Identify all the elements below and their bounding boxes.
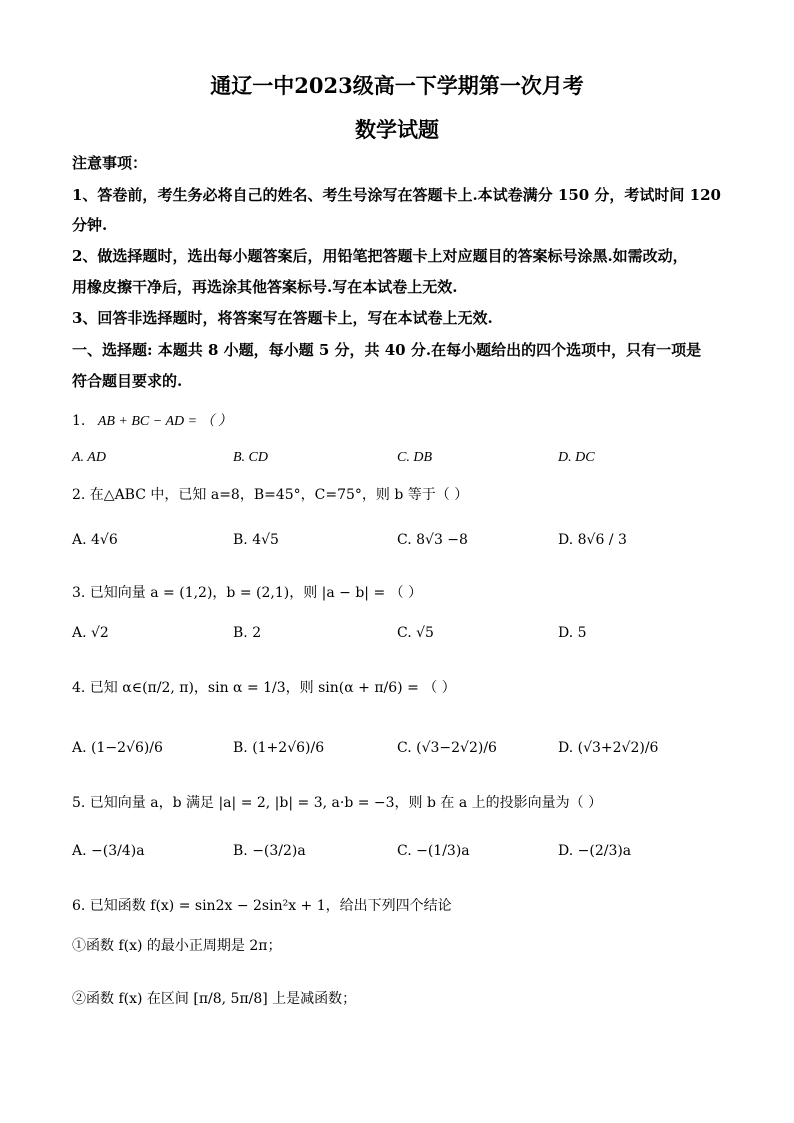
q1-option-b: B. CD — [233, 450, 268, 465]
q3-option-a: A. √2 — [72, 625, 109, 641]
q4-option-b: B. (1+2√6)/6 — [233, 740, 325, 756]
exam-title: 通辽一中2023级高一下学期第一次月考 — [210, 73, 584, 98]
question-5: 5. 已知向量 a，b 满足 |a| = 2, |b| = 3, a·b = −3，则 b 在 a 上的投影向量为（ ） — [72, 795, 603, 811]
q4-option-d: D. (√3+2√2)/6 — [558, 740, 659, 756]
q5-option-d: D. −(2/3)a — [558, 843, 632, 859]
notes-heading: 注意事项： — [72, 154, 148, 172]
section-1-line-1: 一、选择题: 本题共 8 小题，每小题 5 分，共 40 分.在每小题给出的四个选项中，只有一项是 — [72, 341, 702, 359]
q4-option-c: C. (√3−2√2)/6 — [397, 740, 497, 756]
q5-option-a: A. −(3/4)a — [72, 843, 145, 859]
q1-option-a: A. AD — [72, 450, 106, 465]
q2-option-d: D. 8√6 / 3 — [558, 532, 627, 548]
question-3: 3. 已知向量 a = (1,2)，b = (2,1)，则 |a − b| = （ ） — [72, 585, 423, 601]
q1-option-d: D. DC — [558, 450, 595, 465]
question-1-number: 1. — [72, 413, 86, 429]
note-3: 3、回答非选择题时，将答案写在答题卡上，写在本试卷上无效. — [72, 309, 493, 327]
q5-option-c: C. −(1/3)a — [397, 843, 470, 859]
section-1-line-2: 符合题目要求的. — [72, 372, 183, 390]
q4-option-a: A. (1−2√6)/6 — [72, 740, 163, 756]
q2-option-c: C. 8√3 −8 — [397, 532, 468, 548]
question-1 — [72, 410, 232, 430]
q3-option-c: C. √5 — [397, 625, 434, 641]
note-2-line-2: 用橡皮擦干净后，再选涂其他答案标号.写在本试卷上无效. — [72, 278, 458, 296]
exam-subtitle: 数学试题 — [355, 117, 439, 142]
q2-option-a: A. 4√6 — [72, 532, 118, 548]
question-1-stem: AB + BC − AD = （ ） — [97, 414, 233, 429]
question-2: 2. 在△ABC 中，已知 a=8，B=45°，C=75°，则 b 等于（ ） — [72, 487, 469, 503]
note-1-line-2: 分钟. — [72, 216, 108, 234]
q3-option-d: D. 5 — [558, 625, 587, 641]
q3-option-b: B. 2 — [233, 625, 262, 641]
question-6-conclusion-2: ②函数 f(x) 在区间 [π/8, 5π/8] 上是减函数； — [72, 991, 357, 1007]
question-6: 6. 已知函数 f(x) = sin2x − 2sin²x + 1，给出下列四个结论 — [72, 898, 452, 914]
question-6-conclusion-1: ①函数 f(x) 的最小正周期是 2π； — [72, 938, 282, 954]
q5-option-b: B. −(3/2)a — [233, 843, 306, 859]
note-2-line-1: 2、做选择题时，选出每小题答案后，用铅笔把答题卡上对应题目的答案标号涂黑.如需改动， — [72, 247, 688, 265]
question-4: 4. 已知 α∈(π/2, π)，sin α = 1/3，则 sin(α + π/6) = （ ） — [72, 680, 456, 696]
q1-option-c: C. DB — [397, 450, 432, 465]
q2-option-b: B. 4√5 — [233, 532, 279, 548]
note-1-line-1: 1、答卷前，考生务必将自己的姓名、考生号涂写在答题卡上.本试卷满分 150 分，考试时间 120 — [72, 186, 721, 204]
